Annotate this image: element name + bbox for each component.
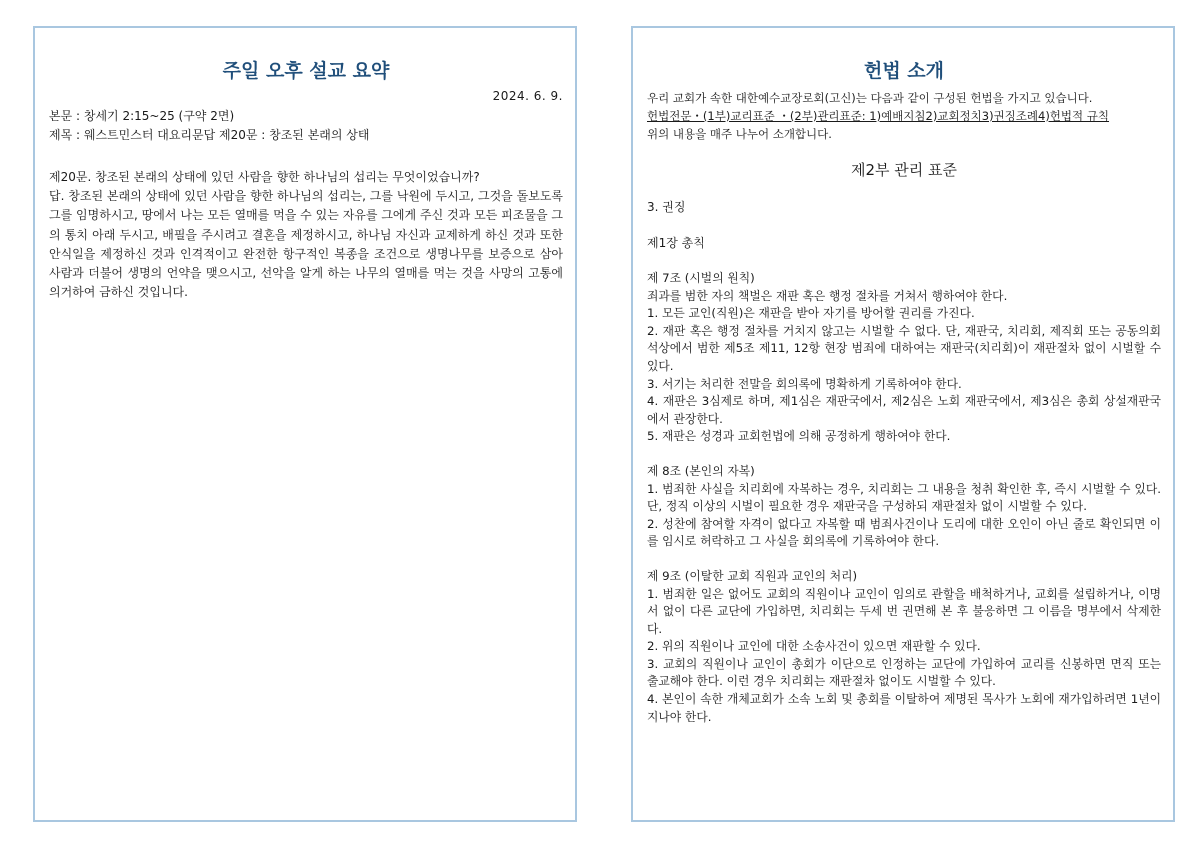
- article-item: 5. 재판은 성경과 교회헌법에 의해 공정하게 행하여야 한다.: [647, 429, 951, 444]
- article-heading: 제 7조 (시벌의 원칙): [647, 271, 755, 285]
- article-9: [647, 568, 1161, 726]
- article-7: [647, 270, 1161, 446]
- intro-structure-line: 헌법전문・(1부)교리표준 ・(2부)관리표준: 1)예배지침2)교회정치3)권징조례4)헌법적 규칙: [647, 109, 1110, 123]
- sermon-subject: 제목 : 웨스트민스터 대요리문답 제20문 : 창조된 본래의 상태: [49, 128, 370, 142]
- sermon-meta: [49, 107, 563, 145]
- part-subtitle: 제2부 관리 표준: [850, 161, 958, 179]
- constitution-intro: [647, 89, 1161, 143]
- article-item: 3. 교회의 직원이나 교인이 총회가 이단으로 인정하는 교단에 가입하여 교리를 신봉하면 면직 또는 출교해야 한다. 이런 경우 치리회는 재판절차 없이도 시벌할 수 있다.: [647, 656, 1161, 689]
- catechism-body: [49, 168, 563, 302]
- intro-line: 우리 교회가 속한 대한예수교장로회(고신)는 다음과 같이 구성된 헌법을 가지고 있습니다.: [647, 91, 1093, 105]
- constitution-panel: [631, 26, 1175, 822]
- article-item: 2. 위의 직원이나 교인에 대한 소송사건이 있으면 재판할 수 있다.: [647, 639, 981, 654]
- article-item: 1. 범죄한 사실을 치리회에 자복하는 경우, 치리회는 그 내용을 청취 확인한 후, 즉시 시벌할 수 있다. 단, 정직 이상의 시벌이 필요한 경우 재판국을 구성하되 재판절차 없이 시벌할 수 있다.: [647, 481, 1161, 514]
- section-part: 3. 권징: [647, 200, 686, 214]
- chapter-heading: 제1장 총칙: [647, 236, 705, 250]
- scripture-reference: 본문 : 창세기 2:15~25 (구약 2면): [49, 109, 235, 123]
- catechism-question: 제20문. 창조된 본래의 상태에 있던 사람을 향한 하나님의 섭리는 무엇이었습니까?: [49, 170, 480, 184]
- article-item: 4. 본인이 속한 개체교회가 소속 노회 및 총회를 이탈하여 제명된 목사가 노회에 재가입하려면 1년이 지나야 한다.: [647, 692, 1161, 724]
- article-8: [647, 463, 1161, 551]
- article-item: 3. 서기는 처리한 전말을 회의록에 명확하게 기록하여야 한다.: [647, 376, 962, 391]
- article-item: 죄과를 범한 자의 책벌은 재판 혹은 행정 절차를 거쳐서 행하여야 한다.: [647, 288, 1008, 303]
- article-item: 2. 재판 혹은 행정 절차를 거치지 않고는 시벌할 수 없다. 단, 재판국, 치리회, 제직회 또는 공동의회 석상에서 범한 제5조 제11, 12항 현장 범죄에 대하여는 재판국(치리회)이 재판절차 없이 시벌할 수 있다.: [647, 323, 1161, 373]
- article-heading: 제 8조 (본인의 자복): [647, 463, 755, 478]
- sermon-title: 주일 오후 설교 요약: [222, 60, 390, 82]
- article-item: 1. 범죄한 일은 없어도 교회의 직원이나 교인이 임의로 관할을 배척하거나, 교회를 설립하거나, 이명서 없이 다른 교단에 가입하면, 치리회는 두세 번 권면해 본 후 불응하면 그 이름을 명부에서 삭제한다.: [647, 586, 1161, 636]
- sermon-summary-content: [49, 56, 563, 302]
- article-item: 4. 재판은 3심제로 하며, 제1심은 재판국에서, 제2심은 노회 재판국에서, 제3심은 총회 상설재판국에서 관장한다.: [647, 394, 1161, 426]
- constitution-content: [647, 56, 1161, 726]
- sermon-date: 2024. 6. 9.: [492, 89, 563, 103]
- catechism-answer: 답. 창조된 본래의 상태에 있던 사람을 향한 하나님의 섭리는, 그를 낙원에 두시고, 그것을 돌보도록 그를 임명하시고, 땅에서 나는 모든 열매를 먹을 수 있는 자유를 그에게 주신 것과 모든 피조물을 그의 통치 아래 두시고, 배필을 주시려고 결혼을 제정하시고, 하나님 자신과 교제하게 하신 것과 또한 안식일을 제정하신 것과 인격적이고 완전한 항구적인 복종을 조건으로 생명나무를 보증으로 삼아 사람과 더불어 생명의 언약을 맺으시고, 선악을 알게 하는 나무의 열매를 먹는 것을 사망의 고통에 의거하여 금하신 것입니다.: [49, 189, 563, 300]
- intro-line: 위의 내용을 매주 나누어 소개합니다.: [647, 127, 832, 141]
- article-item: 2. 성찬에 참여할 자격이 없다고 자복할 때 범죄사건이나 도리에 대한 오인이 아닌 줄로 확인되면 이를 임시로 허락하고 그 사실을 회의록에 기록하여야 한다.: [647, 516, 1161, 549]
- article-item: 1. 모든 교인(직원)은 재판을 받아 자기를 방어할 권리를 가진다.: [647, 306, 975, 321]
- constitution-title: 헌법 소개: [863, 60, 945, 82]
- article-heading: 제 9조 (이탈한 교회 직원과 교인의 처리): [647, 568, 858, 583]
- sermon-summary-panel: [33, 26, 577, 822]
